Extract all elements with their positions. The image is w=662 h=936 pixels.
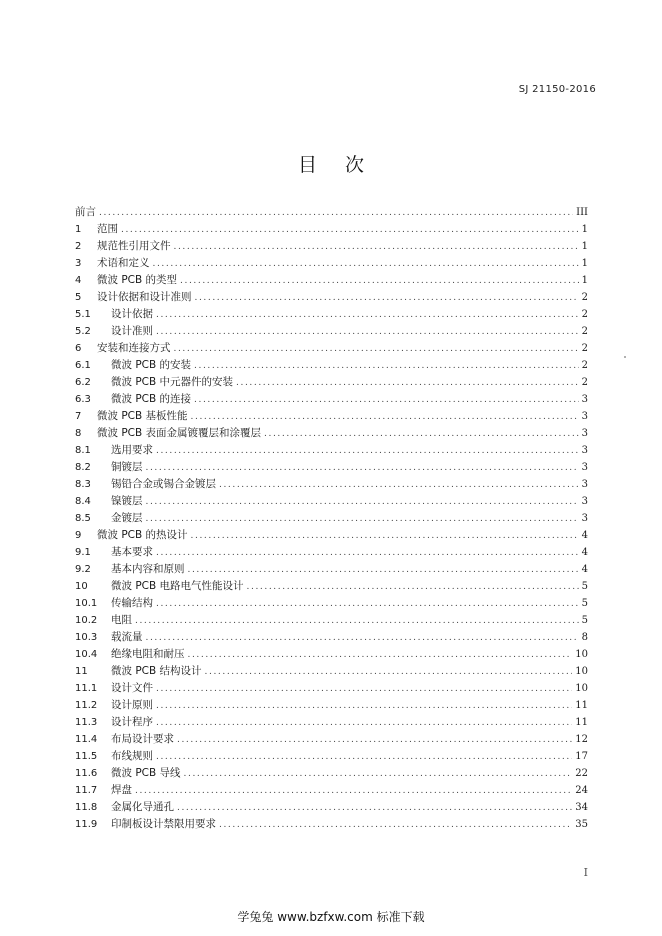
toc-entry[interactable] — [75, 629, 588, 646]
toc-entry-title: 术语和定义 — [97, 257, 150, 269]
toc-entry-page: 3 — [581, 513, 588, 524]
page-number: I — [583, 866, 588, 879]
toc-entry-title: 基本要求 — [111, 546, 153, 558]
toc-entry-title: 金镀层 — [111, 512, 143, 524]
toc-entry-number: 11.9 — [75, 819, 98, 830]
toc-leader-dots — [156, 596, 579, 612]
toc-entry-number: 10.2 — [75, 615, 98, 626]
toc-entry-title: 载流量 — [111, 631, 143, 643]
toc-entry-number: 10.3 — [75, 632, 98, 643]
toc-leader-dots — [146, 630, 579, 646]
toc-entry-page: 4 — [581, 547, 588, 558]
toc-entry-number: 9 — [75, 530, 82, 541]
toc-leader-dots — [121, 222, 579, 238]
toc-entry-title: 设计准则 — [111, 325, 153, 337]
toc-entry-number: 8.5 — [75, 513, 91, 524]
toc-entry-page: 3 — [581, 479, 588, 490]
toc-entry-number: 4 — [75, 275, 82, 286]
toc-entry[interactable] — [75, 442, 588, 459]
toc-entry-number: 8.2 — [75, 462, 91, 473]
toc-entry-number: 8.3 — [75, 479, 91, 490]
toc-leader-dots — [156, 681, 572, 697]
scan-speck — [624, 356, 626, 358]
toc-entry-title: 镍镀层 — [111, 495, 143, 507]
toc-entry-number: 7 — [75, 411, 82, 422]
toc-entry-number: 11.5 — [75, 751, 98, 762]
toc-entry-number: 5.1 — [75, 309, 91, 320]
toc-entry-title: 设计原则 — [111, 699, 153, 711]
toc-entry-page: 2 — [581, 377, 588, 388]
toc-entry[interactable] — [75, 204, 588, 221]
toc-entry[interactable] — [75, 357, 588, 374]
toc-entry[interactable] — [75, 255, 588, 272]
toc-entry[interactable] — [75, 782, 588, 799]
toc-leader-dots — [219, 477, 579, 493]
toc-entry[interactable] — [75, 238, 588, 255]
toc-leader-dots — [184, 766, 573, 782]
toc-entry-page: 2 — [581, 343, 588, 354]
toc-entry-page: 10 — [575, 666, 588, 677]
toc-entry-title: 微波 PCB 基板性能 — [97, 410, 188, 422]
toc-entry-page: 3 — [581, 411, 588, 422]
toc-entry-page: 2 — [581, 360, 588, 371]
toc-entry-page: 8 — [581, 632, 588, 643]
toc-entry-title: 设计文件 — [111, 682, 153, 694]
toc-entry-title: 安装和连接方式 — [97, 342, 171, 354]
toc-entry[interactable] — [75, 816, 588, 833]
toc-entry-number: 6 — [75, 343, 82, 354]
toc-entry-page: 1 — [581, 258, 588, 269]
toc-entry-title: 微波 PCB 的热设计 — [97, 529, 188, 541]
toc-entry-title: 布线规则 — [111, 750, 153, 762]
toc-leader-dots — [174, 341, 579, 357]
toc-leader-dots — [177, 732, 572, 748]
toc-leader-dots — [191, 409, 579, 425]
toc-entry-number: 5.2 — [75, 326, 91, 337]
toc-entry-number: 9.2 — [75, 564, 91, 575]
toc-leader-dots — [205, 664, 573, 680]
toc-entry-number: 11.2 — [75, 700, 98, 711]
toc-leader-dots — [236, 375, 579, 391]
toc-leader-dots — [188, 562, 579, 578]
toc-entry-page: 2 — [581, 309, 588, 320]
toc-entry[interactable] — [75, 731, 588, 748]
toc-leader-dots — [219, 817, 572, 833]
toc-entry[interactable] — [75, 272, 588, 289]
toc-entry-number: 11.3 — [75, 717, 98, 728]
toc-entry-page: 10 — [575, 683, 588, 694]
toc-entry-title: 微波 PCB 的类型 — [97, 274, 178, 286]
toc-entry[interactable] — [75, 289, 588, 306]
toc-leader-dots — [177, 800, 572, 816]
toc-entry-page: 12 — [575, 734, 588, 745]
toc-entry[interactable] — [75, 510, 588, 527]
toc-entry[interactable] — [75, 459, 588, 476]
toc-entry[interactable] — [75, 714, 588, 731]
toc-entry[interactable] — [75, 765, 588, 782]
toc-entry[interactable] — [75, 544, 588, 561]
toc-entry-title: 设计依据 — [111, 308, 153, 320]
toc-entry-number: 10.1 — [75, 598, 98, 609]
toc-leader-dots — [153, 256, 579, 272]
toc-entry-title: 前言 — [75, 206, 96, 218]
toc-leader-dots — [264, 426, 579, 442]
toc-leader-dots — [188, 647, 573, 663]
toc-entry-title: 微波 PCB 表面金属镀覆层和涂覆层 — [97, 427, 262, 439]
toc-leader-dots — [191, 528, 579, 544]
toc-entry-number: 10.4 — [75, 649, 98, 660]
table-of-contents — [75, 204, 588, 833]
footer-watermark: 学兔兔 www.bzfxw.com 标准下载 — [237, 910, 425, 924]
toc-entry-title: 绝缘电阻和耐压 — [111, 648, 185, 660]
toc-entry-title: 微波 PCB 结构设计 — [111, 665, 202, 677]
toc-entry-page: 35 — [575, 819, 588, 830]
toc-entry-title: 微波 PCB 的安装 — [111, 359, 192, 371]
toc-entry-page: 34 — [575, 802, 588, 813]
toc-entry-title: 铜镀层 — [111, 461, 143, 473]
toc-leader-dots — [194, 392, 579, 408]
toc-entry[interactable] — [75, 561, 588, 578]
toc-entry-page: 1 — [581, 275, 588, 286]
toc-entry[interactable] — [75, 612, 588, 629]
toc-entry-title: 焊盘 — [111, 784, 132, 796]
toc-entry[interactable] — [75, 578, 588, 595]
toc-leader-dots — [146, 460, 579, 476]
toc-entry-number: 1 — [75, 224, 82, 235]
toc-entry-title: 印制板设计禁限用要求 — [111, 818, 216, 830]
toc-entry[interactable] — [75, 221, 588, 238]
toc-entry-title: 锡铅合金或锡合金镀层 — [111, 478, 216, 490]
toc-entry-number: 8.1 — [75, 445, 91, 456]
toc-entry-title: 传输结构 — [111, 597, 153, 609]
toc-entry-page: 4 — [581, 564, 588, 575]
toc-entry[interactable] — [75, 391, 588, 408]
toc-entry-page: 11 — [575, 717, 588, 728]
toc-entry-page: 22 — [575, 768, 588, 779]
toc-entry-page: 2 — [581, 326, 588, 337]
toc-entry-title: 设计程序 — [111, 716, 153, 728]
toc-entry[interactable] — [75, 306, 588, 323]
toc-leader-dots — [247, 579, 579, 595]
toc-entry-page: 4 — [581, 530, 588, 541]
toc-entry-page: 5 — [581, 598, 588, 609]
toc-entry-title: 设计依据和设计准则 — [97, 291, 192, 303]
toc-entry-number: 11 — [75, 666, 88, 677]
toc-entry-number: 11.7 — [75, 785, 98, 796]
toc-entry-title: 微波 PCB 的连接 — [111, 393, 192, 405]
toc-entry[interactable] — [75, 408, 588, 425]
toc-leader-dots — [156, 324, 579, 340]
toc-entry-page: 5 — [581, 615, 588, 626]
toc-entry-title: 电阻 — [111, 614, 132, 626]
toc-leader-dots — [194, 358, 579, 374]
toc-entry-page: III — [576, 207, 588, 218]
page-title: 目次 — [297, 154, 392, 176]
toc-entry-number: 11.1 — [75, 683, 98, 694]
toc-entry-page: 3 — [581, 496, 588, 507]
toc-entry-number: 11.6 — [75, 768, 98, 779]
toc-leader-dots — [146, 494, 579, 510]
toc-entry-number: 2 — [75, 241, 82, 252]
toc-leader-dots — [156, 307, 579, 323]
toc-entry-page: 10 — [575, 649, 588, 660]
toc-entry-page: 11 — [575, 700, 588, 711]
toc-entry[interactable] — [75, 697, 588, 714]
toc-entry[interactable] — [75, 527, 588, 544]
toc-leader-dots — [135, 783, 572, 799]
toc-entry[interactable] — [75, 476, 588, 493]
toc-entry-number: 9.1 — [75, 547, 91, 558]
toc-entry-title: 选用要求 — [111, 444, 153, 456]
toc-entry[interactable] — [75, 680, 588, 697]
toc-leader-dots — [195, 290, 579, 306]
toc-entry-page: 5 — [581, 581, 588, 592]
toc-entry-number: 5 — [75, 292, 82, 303]
toc-entry-number: 11.4 — [75, 734, 98, 745]
toc-entry[interactable] — [75, 323, 588, 340]
toc-entry-page: 1 — [581, 241, 588, 252]
toc-leader-dots — [99, 205, 573, 221]
standard-code: SJ 21150-2016 — [518, 84, 596, 95]
toc-entry-page: 2 — [581, 292, 588, 303]
toc-entry[interactable] — [75, 663, 588, 680]
toc-entry-number: 11.8 — [75, 802, 98, 813]
toc-leader-dots — [156, 698, 572, 714]
toc-entry-page: 3 — [581, 445, 588, 456]
toc-entry-page: 3 — [581, 394, 588, 405]
toc-entry-title: 微波 PCB 中元器件的安装 — [111, 376, 234, 388]
toc-entry-title: 范围 — [97, 223, 118, 235]
toc-entry-title: 规范性引用文件 — [97, 240, 171, 252]
toc-entry-title: 微波 PCB 导线 — [111, 767, 181, 779]
toc-entry-number: 10 — [75, 581, 88, 592]
toc-entry-page: 1 — [581, 224, 588, 235]
toc-leader-dots — [156, 715, 572, 731]
toc-entry[interactable] — [75, 595, 588, 612]
toc-entry-number: 8.4 — [75, 496, 91, 507]
toc-entry-number: 6.1 — [75, 360, 91, 371]
toc-leader-dots — [174, 239, 579, 255]
toc-entry-title: 基本内容和原则 — [111, 563, 185, 575]
toc-entry[interactable] — [75, 799, 588, 816]
toc-entry-number: 6.2 — [75, 377, 91, 388]
toc-entry-number: 8 — [75, 428, 82, 439]
toc-leader-dots — [146, 511, 579, 527]
toc-entry-page: 24 — [575, 785, 588, 796]
toc-entry[interactable] — [75, 340, 588, 357]
toc-entry[interactable] — [75, 425, 588, 442]
toc-entry-title: 金属化导通孔 — [111, 801, 174, 813]
toc-entry[interactable] — [75, 493, 588, 510]
toc-entry[interactable] — [75, 646, 588, 663]
toc-leader-dots — [156, 443, 579, 459]
toc-entry[interactable] — [75, 374, 588, 391]
toc-leader-dots — [135, 613, 579, 629]
toc-entry-number: 6.3 — [75, 394, 91, 405]
toc-leader-dots — [156, 749, 572, 765]
toc-entry-number: 3 — [75, 258, 82, 269]
toc-leader-dots — [180, 273, 579, 289]
toc-entry[interactable] — [75, 748, 588, 765]
toc-entry-page: 3 — [581, 462, 588, 473]
toc-entry-page: 3 — [581, 428, 588, 439]
toc-entry-title: 微波 PCB 电路电气性能设计 — [111, 580, 244, 592]
toc-entry-page: 17 — [575, 751, 588, 762]
toc-entry-title: 布局设计要求 — [111, 733, 174, 745]
toc-leader-dots — [156, 545, 579, 561]
